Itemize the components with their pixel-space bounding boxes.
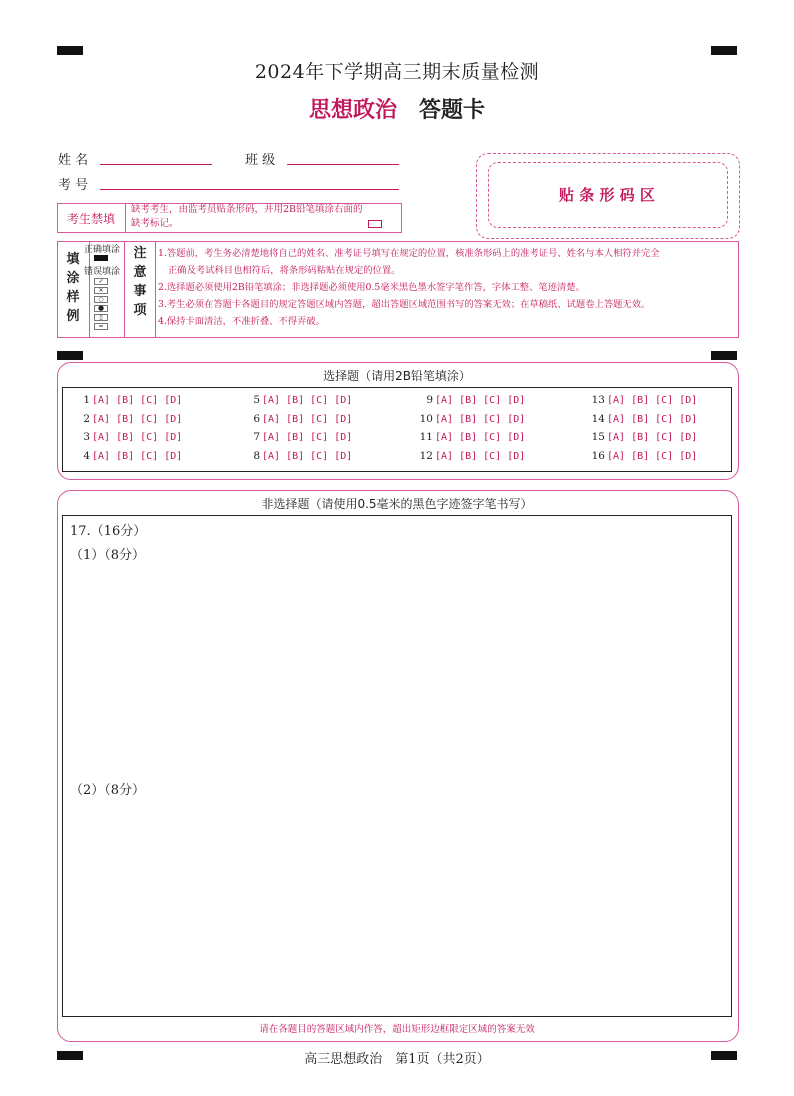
mc-option-bubble[interactable]: [B] bbox=[286, 432, 305, 443]
mc-option-bubble[interactable]: [B] bbox=[286, 414, 305, 425]
q17-part2-label: （2）（8分） bbox=[70, 783, 146, 798]
id-field[interactable] bbox=[100, 175, 399, 190]
mc-option-bubble[interactable]: [C] bbox=[140, 414, 159, 425]
correct-fill-label: 正确填涂 bbox=[83, 245, 120, 255]
mc-question bbox=[585, 394, 703, 406]
mc-option-bubble[interactable]: [D] bbox=[334, 414, 353, 425]
mc-title: 选择题（请用2B铅笔填涂） bbox=[323, 369, 471, 383]
mc-option-bubble[interactable]: [A] bbox=[607, 414, 626, 425]
mc-option-bubble[interactable]: [C] bbox=[483, 414, 502, 425]
mc-option-bubble[interactable]: [B] bbox=[459, 451, 478, 462]
mc-option-bubble[interactable]: [D] bbox=[679, 451, 698, 462]
registration-mark bbox=[57, 351, 83, 360]
mc-option-bubble[interactable]: [A] bbox=[92, 414, 111, 425]
mc-option-bubble[interactable]: [C] bbox=[655, 414, 674, 425]
mc-option-bubble[interactable]: [A] bbox=[607, 432, 626, 443]
mc-question bbox=[70, 413, 188, 425]
id-label: 考 号 bbox=[58, 178, 89, 193]
mc-option-bubble[interactable]: [A] bbox=[262, 414, 281, 425]
mc-option-bubble[interactable]: [B] bbox=[116, 451, 135, 462]
mc-option-bubble[interactable]: [B] bbox=[116, 414, 135, 425]
notice-item: 3.考生必须在答题卡各题目的规定答题区域内答题，超出答题区域范围书写的答案无效；在草稿纸、试题卷上答题无效。 bbox=[158, 299, 651, 310]
mc-question-number: 7 bbox=[253, 431, 260, 443]
mc-question-number: 10 bbox=[419, 413, 433, 425]
fill-label-char: 涂 bbox=[66, 271, 80, 286]
mc-option-bubble[interactable]: [A] bbox=[92, 451, 111, 462]
mc-question-number: 6 bbox=[253, 413, 260, 425]
mc-option-bubble[interactable]: [B] bbox=[116, 432, 135, 443]
mc-option-bubble[interactable]: [A] bbox=[607, 395, 626, 406]
fill-label-char: 填 bbox=[66, 252, 80, 267]
mc-question bbox=[413, 413, 531, 425]
mc-option-bubble[interactable]: [B] bbox=[459, 414, 478, 425]
mc-question-number: 4 bbox=[83, 450, 90, 462]
mc-question-number: 15 bbox=[591, 431, 605, 443]
mc-question bbox=[585, 413, 703, 425]
subject-title: 思想政治 bbox=[308, 97, 397, 123]
mc-option-bubble[interactable]: [B] bbox=[459, 395, 478, 406]
mc-option-bubble[interactable]: [C] bbox=[310, 395, 329, 406]
mc-option-bubble[interactable]: [D] bbox=[507, 451, 526, 462]
wrong-fill-sample-check: ✓ bbox=[94, 278, 108, 285]
absent-label: 考生禁填 bbox=[66, 212, 115, 226]
notice-label-char: 意 bbox=[133, 265, 147, 280]
absent-text: 缺考考生，由监考员贴条形码，并用2B铅笔填涂右面的缺考标记。 bbox=[131, 204, 363, 229]
mc-option-bubble[interactable]: [A] bbox=[92, 432, 111, 443]
mc-option-bubble[interactable]: [C] bbox=[310, 414, 329, 425]
exam-title: 2024年下学期高三期末质量检测 bbox=[254, 61, 540, 83]
mc-question-number: 1 bbox=[83, 394, 90, 406]
mc-question-number: 16 bbox=[591, 450, 605, 462]
mc-option-bubble[interactable]: [B] bbox=[116, 395, 135, 406]
mc-question-number: 3 bbox=[83, 431, 90, 443]
mc-option-bubble[interactable]: [A] bbox=[435, 414, 454, 425]
absent-mark-box[interactable] bbox=[368, 220, 382, 228]
mc-option-bubble[interactable]: [C] bbox=[655, 395, 674, 406]
wrong-fill-sample-line: = bbox=[94, 323, 108, 330]
mc-option-bubble[interactable]: [A] bbox=[262, 395, 281, 406]
mc-option-bubble[interactable]: [A] bbox=[607, 451, 626, 462]
mc-question bbox=[240, 431, 358, 443]
mc-option-bubble[interactable]: [B] bbox=[631, 414, 650, 425]
mc-option-bubble[interactable]: [D] bbox=[679, 432, 698, 443]
mc-option-bubble[interactable]: [C] bbox=[655, 451, 674, 462]
class-label: 班 级 bbox=[245, 153, 276, 168]
mc-question-number: 11 bbox=[419, 431, 433, 443]
mc-option-bubble[interactable]: [D] bbox=[164, 395, 183, 406]
notice-item: 4.保持卡面清洁，不准折叠、不得弄破。 bbox=[158, 316, 325, 327]
answer-card-label: 答题卡 bbox=[419, 97, 486, 123]
registration-mark bbox=[711, 46, 737, 55]
mc-question bbox=[70, 450, 188, 462]
notice-label-char: 项 bbox=[133, 303, 147, 318]
notice-list bbox=[158, 245, 734, 330]
mc-option-bubble[interactable]: [D] bbox=[679, 414, 698, 425]
mc-option-bubble[interactable]: [C] bbox=[655, 432, 674, 443]
class-field[interactable] bbox=[287, 150, 399, 165]
mc-option-bubble[interactable]: [B] bbox=[286, 395, 305, 406]
wrong-fill-sample-bar: ▯ bbox=[94, 314, 108, 321]
mc-option-bubble[interactable]: [A] bbox=[435, 432, 454, 443]
notice-item: 2.选择题必须使用2B铅笔填涂；非选择题必须使用0.5毫米黑色墨水签字笔作答，字体工整、笔迹清楚。 bbox=[158, 282, 585, 293]
mc-option-bubble[interactable]: [B] bbox=[286, 451, 305, 462]
mc-question bbox=[413, 431, 531, 443]
mc-question bbox=[413, 394, 531, 406]
mc-option-bubble[interactable]: [B] bbox=[631, 432, 650, 443]
mc-question-number: 2 bbox=[83, 413, 90, 425]
nonmc-title: 非选择题（请使用0.5毫米的黑色字迹签字笔书写） bbox=[261, 497, 533, 511]
mc-option-bubble[interactable]: [B] bbox=[459, 432, 478, 443]
fill-label-char: 样 bbox=[66, 290, 80, 305]
mc-option-bubble[interactable]: [B] bbox=[631, 395, 650, 406]
q17-label: 17.（16分） bbox=[70, 524, 147, 539]
mc-option-bubble[interactable]: [D] bbox=[507, 414, 526, 425]
mc-question bbox=[240, 394, 358, 406]
mc-option-bubble[interactable]: [A] bbox=[92, 395, 111, 406]
mc-option-bubble[interactable]: [A] bbox=[262, 451, 281, 462]
mc-option-bubble[interactable]: [C] bbox=[140, 395, 159, 406]
mc-question bbox=[70, 431, 188, 443]
wrong-fill-label: 错误填涂 bbox=[83, 267, 120, 277]
mc-option-bubble[interactable]: [B] bbox=[631, 451, 650, 462]
mc-option-bubble[interactable]: [D] bbox=[164, 432, 183, 443]
mc-option-bubble[interactable]: [C] bbox=[140, 432, 159, 443]
mc-option-bubble[interactable]: [C] bbox=[483, 432, 502, 443]
registration-mark bbox=[57, 46, 83, 55]
mc-option-bubble[interactable]: [D] bbox=[334, 451, 353, 462]
mc-option-bubble[interactable]: [D] bbox=[164, 414, 183, 425]
mc-question bbox=[240, 450, 358, 462]
wrong-fill-sample-cross: ✕ bbox=[94, 287, 108, 294]
mc-question bbox=[413, 450, 531, 462]
fill-label-char: 例 bbox=[66, 309, 80, 324]
mc-option-bubble[interactable]: [C] bbox=[483, 451, 502, 462]
card-title bbox=[0, 93, 794, 124]
mc-question-number: 5 bbox=[253, 394, 260, 406]
mc-option-bubble[interactable]: [C] bbox=[310, 451, 329, 462]
mc-option-bubble[interactable]: [A] bbox=[262, 432, 281, 443]
wrong-fill-sample-dot: ● bbox=[94, 305, 108, 312]
registration-mark bbox=[711, 351, 737, 360]
mc-option-bubble[interactable]: [D] bbox=[507, 432, 526, 443]
mc-option-bubble[interactable]: [D] bbox=[679, 395, 698, 406]
mc-question bbox=[240, 413, 358, 425]
mc-option-bubble[interactable]: [D] bbox=[507, 395, 526, 406]
mc-question-number: 9 bbox=[426, 394, 433, 406]
name-label: 姓 名 bbox=[58, 153, 89, 168]
mc-question-number: 14 bbox=[591, 413, 605, 425]
fill-label bbox=[60, 250, 86, 326]
mc-option-bubble[interactable]: [C] bbox=[140, 451, 159, 462]
notice-label-char: 事 bbox=[133, 284, 147, 299]
name-field[interactable] bbox=[100, 150, 212, 165]
barcode-label: 贴 条 形 码 区 bbox=[559, 186, 655, 204]
wrong-fill-sample-circle: ○ bbox=[94, 296, 108, 303]
notice-label bbox=[128, 244, 152, 320]
page-footer: 高三思想政治 第1页（共2页） bbox=[304, 1052, 490, 1067]
mc-option-bubble[interactable]: [A] bbox=[435, 451, 454, 462]
mc-question bbox=[585, 431, 703, 443]
mc-option-bubble[interactable]: [D] bbox=[334, 395, 353, 406]
mc-option-bubble[interactable]: [A] bbox=[435, 395, 454, 406]
correct-fill-sample bbox=[94, 255, 108, 261]
answer-warning: 请在各题目的答题区域内作答，超出矩形边框限定区域的答案无效 bbox=[259, 1024, 535, 1035]
answer-area[interactable] bbox=[62, 515, 732, 1017]
mc-question-number: 12 bbox=[419, 450, 433, 462]
mc-question-number: 8 bbox=[253, 450, 260, 462]
notice-label-char: 注 bbox=[133, 246, 147, 261]
q17-part1-label: （1）（8分） bbox=[70, 548, 146, 563]
notice-item: 1.答题前，考生务必清楚地将自己的姓名、准考证号填写在规定的位置，核准条形码上的准考证号、姓名与本人相符并完全 bbox=[158, 248, 660, 259]
mc-option-bubble[interactable]: [C] bbox=[310, 432, 329, 443]
mc-question-number: 13 bbox=[591, 394, 605, 406]
mc-question bbox=[70, 394, 188, 406]
mc-option-bubble[interactable]: [D] bbox=[334, 432, 353, 443]
mc-option-bubble[interactable]: [D] bbox=[164, 451, 183, 462]
mc-option-bubble[interactable]: [C] bbox=[483, 395, 502, 406]
mc-question bbox=[585, 450, 703, 462]
notice-item: 正确及考试科目也相符后，将条形码粘贴在规定的位置。 bbox=[168, 265, 401, 276]
